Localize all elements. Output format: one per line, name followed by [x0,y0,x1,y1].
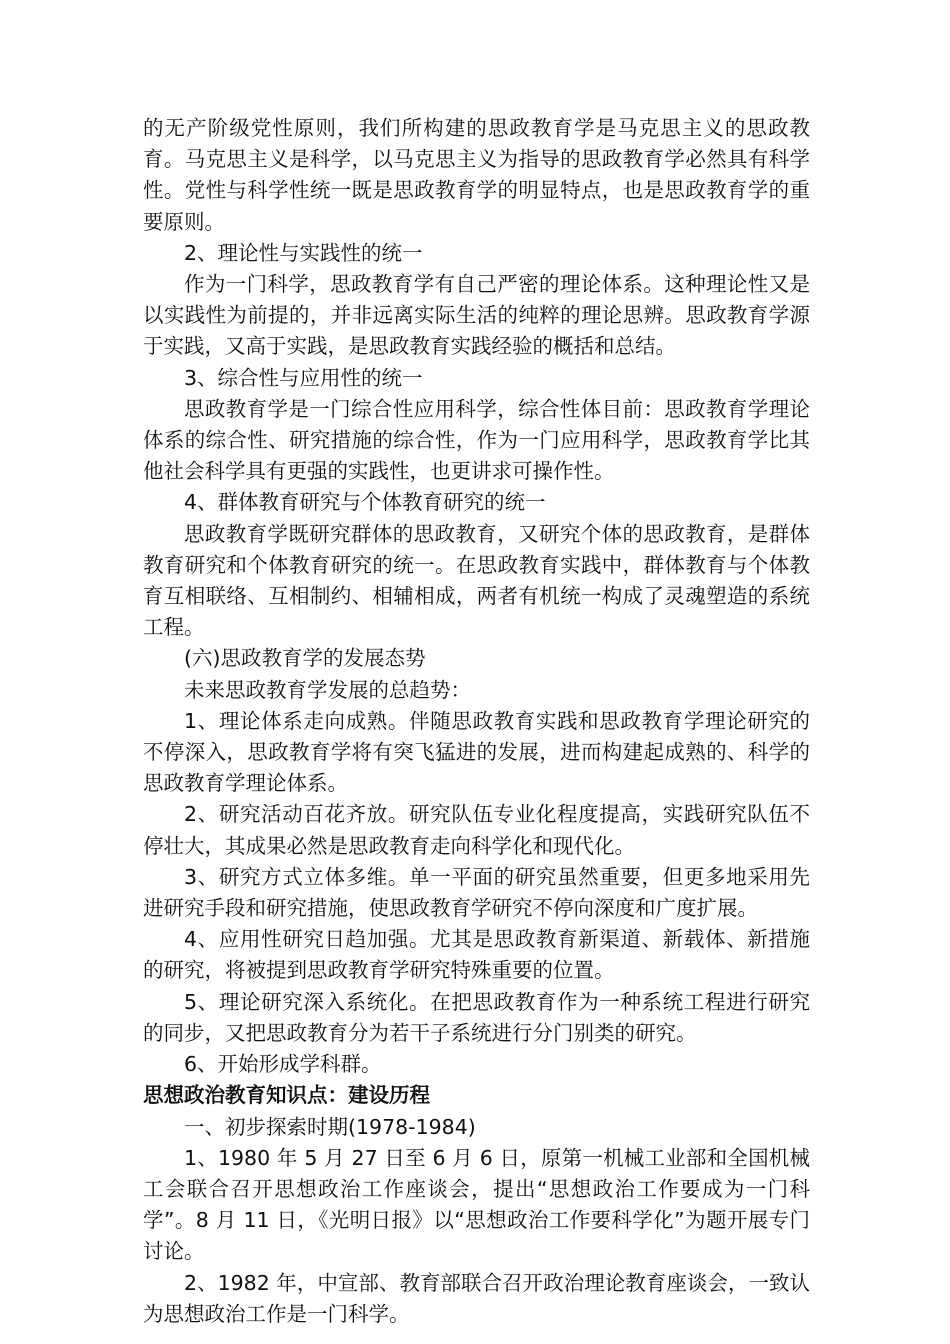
section-heading-construction-history: 思想政治教育知识点：建设历程 [143,1083,430,1108]
list-item-trend-2: 2、研究活动百花齐放。研究队伍专业化程度提高，实践研究队伍不停壮大，其成果必然是思政教育走向科学化和现代化。 [143,802,810,858]
list-item-history-1: 1、1980 年 5 月 27 日至 6 月 6 日，原第一机械工业部和全国机械工会联合召开思想政治工作座谈会，提出“思想政治工作要成为一门科学”。8 月 11 日，《光明日报》以“思想政治工作要科学化”为题开展专门讨论。 [143,1145,810,1264]
paragraph-theory-practice: 作为一门科学，思政教育学有自己严密的理论体系。这种理论性又是以实践性为前提的，并非远离实际生活的纯粹的理论思辨。思政教育学源于实践，又高于实践，是思政教育实践经验的概括和总结。 [143,272,810,359]
list-item-trend-1: 1、理论体系走向成熟。伴随思政教育实践和思政教育学理论研究的不停深入，思政教育学将有突飞猛进的发展，进而构建起成熟的、科学的思政教育学理论体系。 [143,708,810,796]
subheading-group-individual: 4、群体教育研究与个体教育研究的统一 [184,490,546,515]
section-heading-development-trend: (六)思政教育学的发展态势 [184,646,426,671]
paragraph-trend-intro: 未来思政教育学发展的总趋势： [184,677,471,702]
list-item-history-2: 2、1982 年，中宣部、教育部联合召开政治理论教育座谈会，一致认为思想政治工作是一门科学。 [143,1270,810,1326]
subheading-comprehensive-applied: 3、综合性与应用性的统一 [184,365,423,390]
list-item-trend-4: 4、应用性研究日趋加强。尤其是思政教育新渠道、新载体、新措施的研究，将被提到思政教育学研究特殊重要的位置。 [143,927,810,983]
list-item-trend-3: 3、研究方式立体多维。单一平面的研究虽然重要，但更多地采用先进研究手段和研究措施，使思政教育学研究不停向深度和广度扩展。 [143,864,810,921]
subheading-theory-practice: 2、理论性与实践性的统一 [184,240,423,265]
paragraph-party-scientific-unity: 的无产阶级党性原则，我们所构建的思政教育学是马克思主义的思政教育。马克思主义是科学，以马克思主义为指导的思政教育学必然具有科学性。党性与科学性统一既是思政教育学的明显特点，也是思政教育学的重要原则。 [143,116,810,234]
paragraph-group-individual: 思政教育学既研究群体的思政教育，又研究个体的思政教育，是群体教育研究和个体教育研究的统一。在思政教育实践中，群体教育与个体教育互相联络、互相制约、相辅相成，两者有机统一构成了灵魂塑造的系统工程。 [143,521,810,640]
list-item-trend-6: 6、开始形成学科群。 [184,1052,382,1077]
subheading-initial-exploration: 一、初步探索时期(1978-1984) [184,1114,476,1139]
paragraph-comprehensive-applied: 思政教育学是一门综合性应用科学，综合性体目前：思政教育学理论体系的综合性、研究措施的综合性，作为一门应用科学，思政教育学比其他社会科学具有更强的实践性，也更讲求可操作性。 [143,396,810,484]
list-item-trend-5: 5、理论研究深入系统化。在把思政教育作为一种系统工程进行研究的同步，又把思政教育分为若干子系统进行分门别类的研究。 [143,989,810,1045]
